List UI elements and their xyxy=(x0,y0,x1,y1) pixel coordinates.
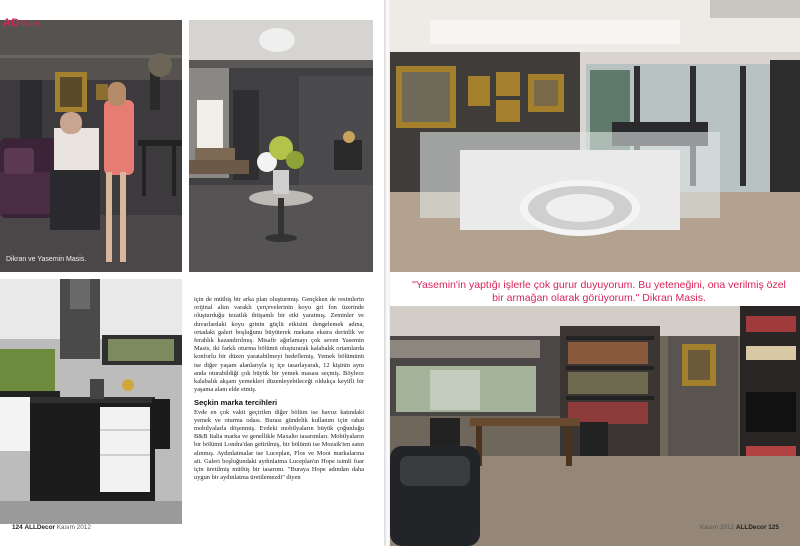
folio-right xyxy=(700,524,779,531)
section-tag xyxy=(3,17,40,29)
photo-couple-living-room xyxy=(0,20,182,272)
photo-caption: Dikran ve Yasemin Masis. xyxy=(6,256,87,263)
article-body xyxy=(194,296,364,482)
section-tag-sub: Evler xyxy=(20,19,41,28)
folio-left-issue: Kasım 2012 xyxy=(56,524,91,531)
photo-entrance-hall xyxy=(189,20,373,272)
photo-library-study xyxy=(390,306,800,546)
article-paragraph-second: Evde en çok vakit geçirilen diğer bölüm ise havuz katındaki yemek ve oturma odası. Burası gündelik kullanım için rahat mobilyalarla döşenmiş. Evdeki mobilyaların büyük çoğunluğu B&B Italia marka ve genellikle Maxalto tasarımları. Mobilyaların bir bölümü Londra'dan getirilmiş, bir bölümü ise Mozaik'ten satın alınmış. Aydınlatmalar ise Luceplan, Flos ve Mooi markalarına ait. Galeri boşluğundaki aydınlatma Luceplan'ın Hope isimli fuar için üretilmiş müthiş bir tasarımı. "Buraya Hope adından daha uygun bir aydınlatma üretilemezdi" diyen xyxy=(194,408,364,482)
photo-kitchen xyxy=(0,279,182,524)
photo-gallery-atrium xyxy=(390,0,800,272)
folio-right-issue: Kasım 2012 xyxy=(700,524,735,531)
article-paragraph-intro: için de müthiş bir arka plan oluşturmuş. Gençkken de resimlerin orijinal altın varaklı çerçevelerinin koyu gri fon üzerinde oluşturduğu tezatlık ihtişamlı bir etki yaratmış. Zeminler ve duvarlardaki koyu grinin güçlü etkisini dengelemek adına, ortadaki galeri boşluğunu büyüterek mekana ekstra derinlik ve ferahlık kazandırılmış. Misafir ağırlamayı çok seven Yasemin Masis, iki farklı oturma bölümü oluşturarak kalabalık ortamlarda konforlu bir düzen yaratabilmeyi hedeflemiş. Yemek bölümünü ise diğer yaşam alanlarıyla iç içe tasarlayarak, 12 kişinin aynı anda oturabildiği çok büyük bir yemek masası seçmiş. Böylece kalabalık akşam yemekleri düzenleyebileceği oldukça keyifli bir yaşama alanı elde etmiş. xyxy=(194,296,364,394)
folio-left xyxy=(12,524,91,531)
folio-right-page: 125 xyxy=(768,524,779,531)
folio-left-brand: ALLDecor xyxy=(24,524,55,531)
section-tag-label: AD xyxy=(3,17,20,29)
pull-quote: "Yasemin'in yaptığı işlerle çok gurur duyuyorum. Bu yeteneğini, ona verilmiş özel bir armağan olarak görüyorum." Dikran Masis. xyxy=(412,279,786,304)
folio-left-page: 124 xyxy=(12,524,23,531)
article-subheading: Seçkin marka tercihleri xyxy=(194,398,278,408)
folio-right-brand: ALLDecor xyxy=(735,524,767,531)
